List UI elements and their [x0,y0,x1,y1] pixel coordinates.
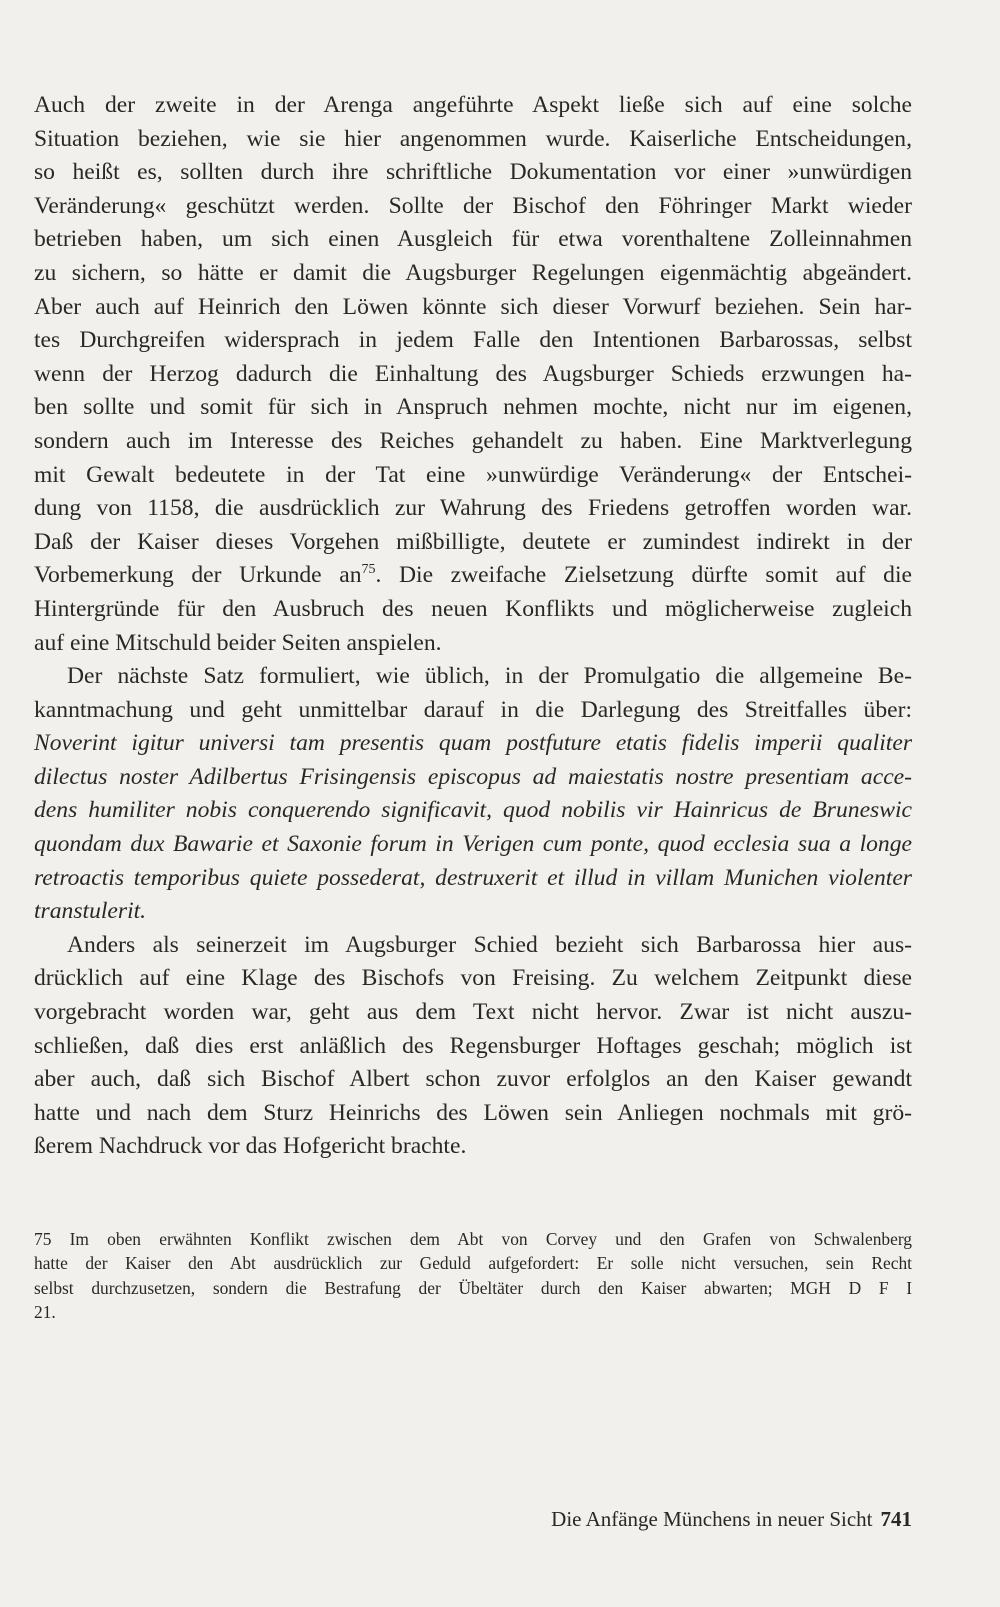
text-line: schließen, daß dies erst anläßlich des Regensburger Hoftages geschah; möglich ist [34,1032,912,1059]
text-line: Veränderung« geschützt werden. Sollte der Bischof den Föhringer Markt wieder [34,192,912,219]
quotation-line: quondam dux Bawarie et Saxonie forum in Verigen cum ponte, quod ecclesia sua a longe [34,831,912,858]
text-line [34,559,912,593]
text-line: vorgebracht worden war, geht aus dem Text nicht hervor. Zwar ist nicht auszu- [34,999,912,1026]
footnote-line: 75 Im oben erwähnten Konflikt zwischen dem Abt von Corvey und den Grafen von Schwalenberg [34,1229,912,1249]
text-line: betrieben haben, um sich einen Ausgleich für etwa vorenthaltene Zolleinnahmen [34,226,912,253]
footnote-line: hatte der Kaiser den Abt ausdrücklich zur Geduld aufgefordert: Er solle nicht versuchen, sein Recht [34,1253,912,1274]
text-line: auf eine Mitschuld beider Seiten anspielen. [34,629,442,656]
text-line: mit Gewalt bedeutete in der Tat eine »unwürdige Veränderung« der Entschei- [34,461,912,488]
text-line: Der nächste Satz formuliert, wie üblich, in der Promulgatio die allgemeine Be- [67,663,912,690]
quotation-line: Noverint igitur universi tam presentis quam postfuture etatis fidelis imperii qualiter [34,730,912,757]
running-title: Die Anfänge Münchens in neuer Sicht [551,1507,873,1531]
quotation-line: retroactis temporibus quiete possederat, destruxerit et illud in villam Munichen violenter [34,864,912,891]
text-line: Aber auch auf Heinrich den Löwen könnte sich dieser Vorwurf beziehen. Sein har- [34,293,912,320]
text-line: zu sichern, so hätte er damit die Augsburger Regelungen eigenmächtig abgeändert. [34,259,912,286]
text-line: tes Durchgreifen widersprach in jedem Falle den Intentionen Barbarossas, selbst [34,327,912,354]
text-line: Auch der zweite in der Arenga angeführte Aspekt ließe sich auf eine solche [34,92,912,118]
text-line: sondern auch im Interesse des Reiches gehandelt zu haben. Eine Marktverlegung [34,427,912,454]
quotation-line: transtulerit. [34,898,147,925]
text-segment: . Die zweifache Zielsetzung dürfte somit auf die [375,562,913,589]
quotation-line: dens humiliter nobis conquerendo significavit, quod nobilis vir Hainricus de Bruneswic [34,797,912,824]
text-line: drücklich auf eine Klage des Bischofs von Freising. Zu welchem Zeitpunkt diese [34,965,912,992]
text-line: Anders als seinerzeit im Augsburger Schied bezieht sich Barbarossa hier aus- [67,931,912,958]
text-line: Daß der Kaiser dieses Vorgehen mißbilligte, deutete er zumindest indirekt in der [34,528,912,555]
footnote [34,1227,912,1325]
text-line: wenn der Herzog dadurch die Einhaltung des Augsburger Schieds erzwungen ha- [34,360,912,387]
page-number: 741 [880,1507,912,1531]
footnote-reference[interactable]: 75 [361,562,376,578]
footnote-line: selbst durchzusetzen, sondern die Bestrafung der Übeltäter durch den Kaiser abwarten; MGH D F I [34,1277,912,1298]
text-line: hatte und nach dem Sturz Heinrichs des Löwen sein Anliegen nochmals mit grö- [34,1099,912,1126]
text-line: ben sollte und somit für sich in Anspruch nehmen mochte, nicht nur im eigenen, [34,394,912,421]
text-line: aber auch, daß sich Bischof Albert schon zuvor erfolglos an den Kaiser gewandt [34,1066,912,1093]
running-footer [551,1506,912,1532]
main-text [34,89,912,1164]
text-segment: Vorbemerkung der Urkunde an [34,562,362,589]
text-line: dung von 1158, die ausdrücklich zur Wahrung des Friedens getroffen worden war. [34,495,912,522]
text-line: so heißt es, sollten durch ihre schriftliche Dokumentation vor einer »unwürdigen [34,159,912,186]
text-line: Hintergründe für den Ausbruch des neuen Konflikts und möglicherweise zugleich [34,595,912,622]
text-line: ßerem Nachdruck vor das Hofgericht brachte. [34,1133,467,1160]
footnote-line: 21. [34,1302,56,1323]
text-line: Situation beziehen, wie sie hier angenommen wurde. Kaiserliche Entscheidungen, [34,125,912,152]
text-line: kanntmachung und geht unmittelbar darauf in die Darlegung des Streitfalles über: [34,696,912,723]
quotation-line: dilectus noster Adilbertus Frisingensis episcopus ad maiestatis nostre presentiam acce- [34,763,912,790]
